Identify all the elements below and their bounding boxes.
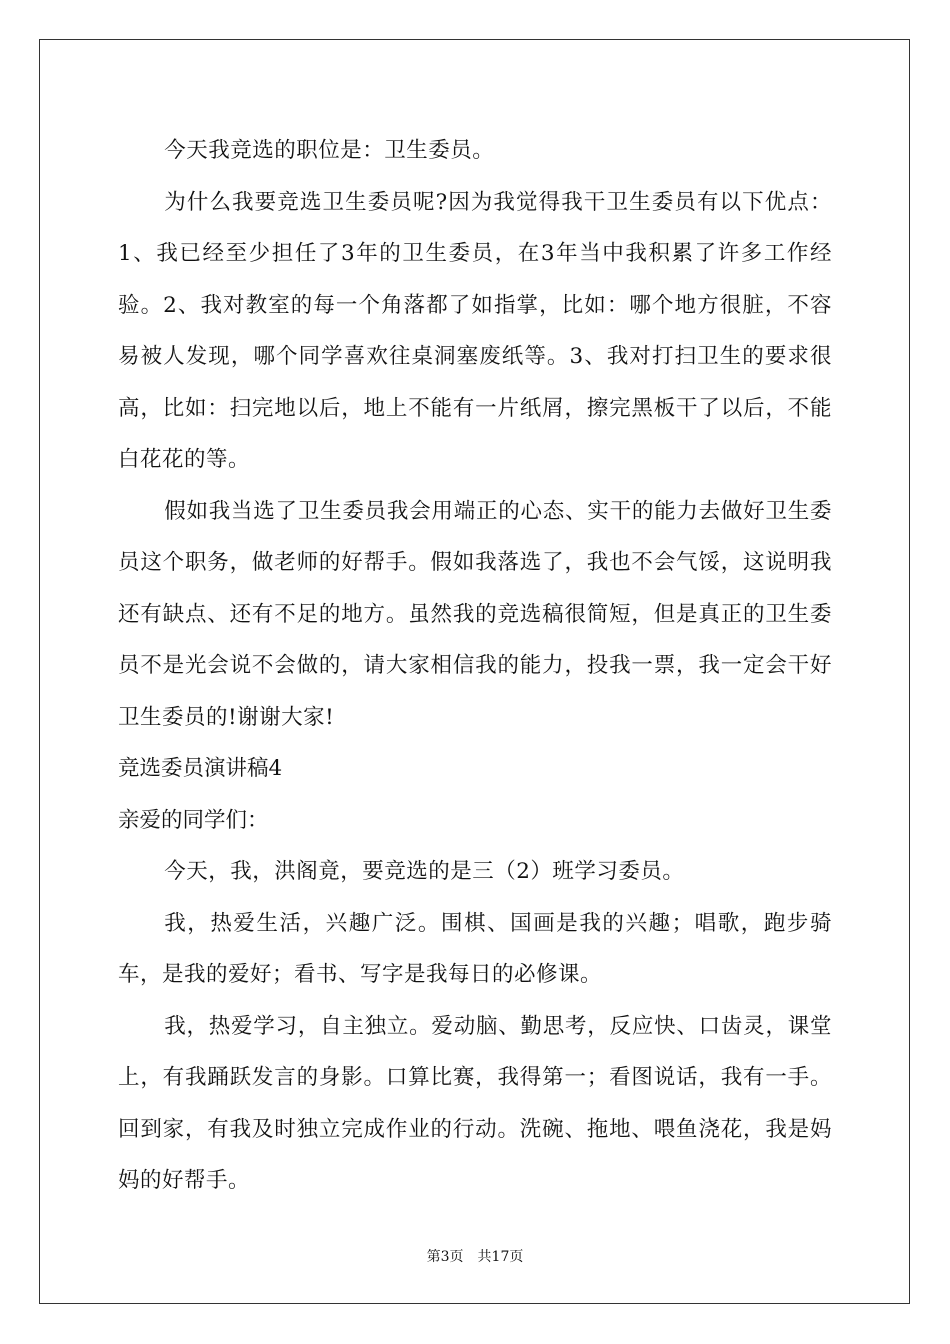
section-heading: 竞选委员演讲稿4 xyxy=(118,756,283,781)
page-number-footer: 第3页 共17页 xyxy=(426,1249,524,1265)
document-body xyxy=(118,125,832,1207)
paragraph-study: 我，热爱学习，自主独立。爱动脑、勤思考，反应快、口齿灵，课堂上，有我踊跃发言的身影。口算比赛，我得第一；看图说话，我有一手。回到家，有我及时独立完成作业的行动。洗碗、拖地、喂鱼浇花，我是妈妈的好帮手。 xyxy=(118,1013,832,1193)
paragraph-hobbies: 我，热爱生活，兴趣广泛。围棋、国画是我的兴趣；唱歌，跑步骑车，是我的爱好；看书、写字是我每日的必修课。 xyxy=(118,910,832,987)
salutation: 亲爱的同学们： xyxy=(118,807,269,833)
paragraph-commitment: 假如我当选了卫生委员我会用端正的心态、实干的能力去做好卫生委员这个职务，做老师的好帮手。假如我落选了，我也不会气馁，这说明我还有缺点、还有不足的地方。虽然我的竞选稿很简短，但是真正的卫生委员不是光会说不会做的，请大家相信我的能力，投我一票，我一定会干好卫生委员的!谢谢大家! xyxy=(118,498,832,730)
paragraph-reasons: 为什么我要竞选卫生委员呢?因为我觉得我干卫生委员有以下优点：1、我已经至少担任了3年的卫生委员，在3年当中我积累了许多工作经验。2、我对教室的每一个角落都了如指掌，比如：哪个地方很脏，不容易被人发现，哪个同学喜欢往桌洞塞废纸等。3、我对打扫卫生的要求很高，比如：扫完地以后，地上不能有一片纸屑，擦完黑板干了以后，不能白花花的等。 xyxy=(118,189,832,472)
paragraph-intro: 今天，我，洪阁竟，要竞选的是三（2）班学习委员。 xyxy=(164,859,685,884)
paragraph-position: 今天我竞选的职位是：卫生委员。 xyxy=(164,138,495,163)
